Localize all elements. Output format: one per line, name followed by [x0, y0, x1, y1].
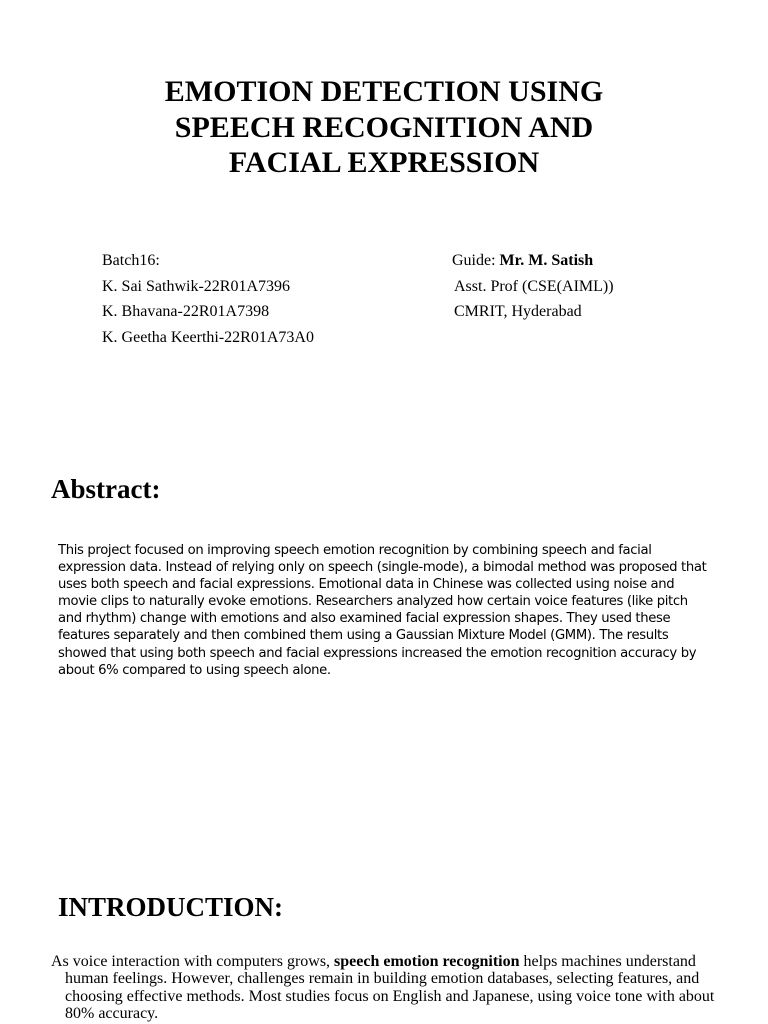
batch-label: Batch16: [102, 252, 160, 269]
team-info [102, 248, 314, 351]
abstract-body: This project focused on improving speech emotion recognition by combining speech and facial expression data. Instead of relying only on speech (single-mode), a bimodal method was proposed that uses both speech and facial expressions. Emotional data in Chinese was collected using noise and movie clips to naturally evoke emotions. Researchers analyzed how certain voice features (like pitch and rhythm) change with emotions and also examined facial expression shapes. They used these features separately and then combined them using a Gaussian Mixture Model (GMM). The results showed that using both speech and facial expressions increased the emotion recognition accuracy by about 6% compared to using speech alone. [58, 543, 707, 678]
title-line-1: EMOTION DETECTION USING [164, 75, 604, 108]
team-member: K. Bhavana-22R01A7398 [102, 303, 270, 321]
introduction-body [51, 953, 730, 1022]
team-member: K. Geetha Keerthi-22R01A73A0 [102, 329, 314, 347]
intro-text-rest: helps machines understand human feelings. However, challenges remain in building emotion databases, selecting features, and choosing effective methods. Most studies focus on English and Japanese, using voice tone with about 80% accuracy. [65, 953, 715, 1022]
guide-designation: Asst. Prof (CSE(AIML)) [454, 277, 614, 295]
abstract-heading: Abstract: [51, 474, 161, 504]
intro-text-start: As voice interaction with computers grows, [51, 953, 335, 970]
intro-emphasis: speech emotion recognition [334, 953, 520, 970]
guide-label: Guide: [452, 252, 496, 269]
title-line-3: FACIAL EXPRESSION [228, 146, 540, 179]
guide-name: Mr. M. Satish [499, 252, 594, 269]
team-member: K. Sai Sathwik-22R01A7396 [102, 277, 290, 295]
title-line-2: SPEECH RECOGNITION AND [174, 110, 594, 144]
guide-info [452, 248, 614, 325]
document-title [0, 74, 768, 181]
guide-row [452, 248, 614, 274]
introduction-heading: INTRODUCTION: [58, 892, 284, 922]
guide-institution: CMRIT, Hyderabad [454, 303, 582, 321]
